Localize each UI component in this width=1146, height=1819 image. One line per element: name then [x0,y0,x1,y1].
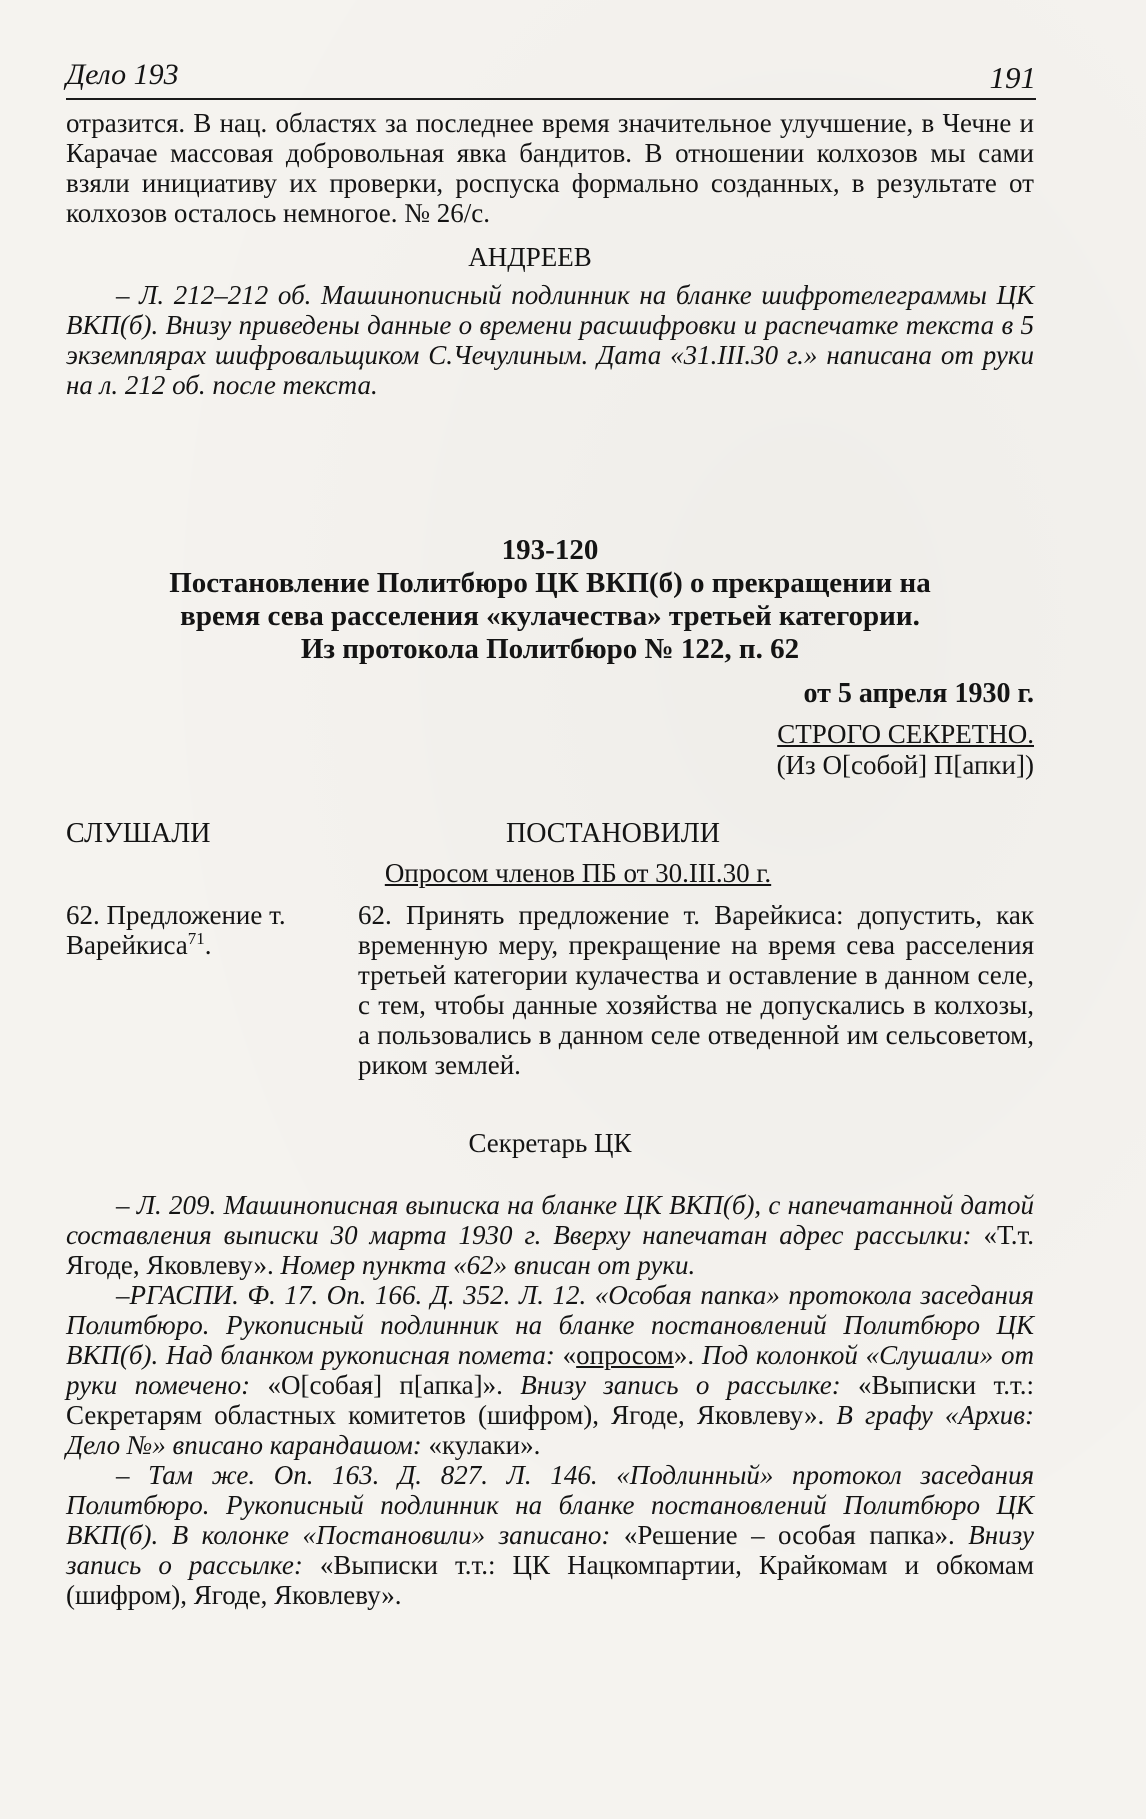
note-2-e: Внизу запись о рассылке: [502,1370,859,1400]
classification-stamp: СТРОГО СЕКРЕТНО. [777,719,1034,749]
poll-line: Опросом членов ПБ от 30.III.30 г. [384,858,772,888]
note-2 [66,1280,1034,1460]
note-2-b1: « [562,1340,577,1370]
note-3-a: – Там же. Оп. 163. Д. 827. Л. 146. «Подлинный» протокол заседания Политбюро. Рукописный подлинник на бланке постановлений Политбюро ЦК ВКП(б). В колонке «Постановили» записано: [66,1460,1034,1550]
note-1-b: «Т.т. Ягоде, Яковлеву». [66,1220,1034,1280]
heard-footnote: 71 [187,929,205,948]
heard-item-suffix: . [204,930,212,960]
page-number: 191 [989,60,1036,95]
document-title-line-3: Из протокола Политбюро № 122, п. 62 [300,633,800,665]
special-folder-label: (Из О[собой] П[апки]) [776,750,1034,780]
intro-block [66,108,1034,400]
note-2-d: «О[собая] п[апка]». [267,1370,503,1400]
decided-item-text: 62. Принять предложение т. Варейкиса: допустить, как временную меру, прекращение на время сева расселения третьей категории кулачества и оставление в данном селе, с тем, чтобы данные хозяйства не допускались в колхозы, а пользовались в данном селе отведенной им сельсоветом, риком землей. [358,900,1034,1080]
document-heading [66,534,1034,780]
document-title-line-1: Постановление Политбюро ЦК ВКП(б) о прекращении на [169,567,931,599]
note-2-b3: ». [673,1340,695,1370]
heard-item-text: 62. Предложение т. Варейкиса [66,900,286,960]
decided-column-header: ПОСТАНОВИЛИ [506,818,720,849]
document-date: от 5 апреля 1930 г. [803,678,1034,709]
note-3 [66,1460,1034,1610]
note-1 [66,1190,1034,1280]
secretary-signature: Секретарь ЦК [468,1128,632,1158]
intro-signature: АНДРЕЕВ [468,242,592,272]
note-2-g: В графу «Архив: Дело №» вписано карандашом: [66,1400,1034,1460]
document-title-line-2: время сева расселения «кулачества» третьей категории. [180,600,920,632]
note-1-a: – Л. 209. Машинописная выписка на бланке ЦК ВКП(б), с напечатанной датой составления выписки 30 марта 1930 г. Вверху напечатан адрес рассылки: [66,1190,1034,1250]
intro-archival-note: – Л. 212–212 об. Машинописный подлинник на бланке шифротелеграммы ЦК ВКП(б). Внизу приведены данные о времени расшифровки и распечатке текста в 5 экземплярах шифровальщиком С.Чечулиным. Дата «31.III.30 г.» написана от руки на л. 212 об. после текста. [66,280,1034,400]
note-1-c: Номер пункта «62» вписан от руки. [273,1250,696,1280]
note-2-a: –РГАСПИ. Ф. 17. Оп. 166. Д. 352. Л. 12. «Особая папка» протокола заседания Политбюро. Рукописный подлинник на бланке постановлений Политбюро ЦК ВКП(б). Над бланком рукописная помета: [66,1280,1034,1370]
decided-item [358,900,1034,1080]
note-2-h: «кулаки». [428,1430,541,1460]
intro-text: отразится. В нац. областях за последнее время значительное улучшение, в Чечне и Карачае массовая добровольная явка бандитов. В отношении колхозов мы сами взяли инициативу их проверки, роспуска формально созданных, в результате от колхозов осталось немногое. № 26/с. [66,108,1034,228]
header-case-label: Дело 193 [66,58,179,91]
note-3-c: Внизу запись о рассылке: [66,1520,1034,1580]
note-3-b: «Решение – особая папка». [623,1520,955,1550]
heard-item [66,900,298,960]
note-2-b2: опросом [576,1340,674,1370]
note-2-f: «Выписки т.т.: Секретарям областных комитетов (шифром), Ягоде, Яковлеву». [66,1370,1034,1430]
note-3-d: «Выписки т.т.: ЦК Нацкомпартии, Крайкомам и обкомам (шифром), Ягоде, Яковлеву». [66,1550,1034,1610]
note-2-c: Под колонкой «Слушали» от руки помечено: [66,1340,1034,1400]
heard-column-header: СЛУШАЛИ [66,818,211,849]
running-header [66,52,1036,100]
document-number: 193-120 [501,534,599,566]
archival-notes [66,1190,1034,1610]
